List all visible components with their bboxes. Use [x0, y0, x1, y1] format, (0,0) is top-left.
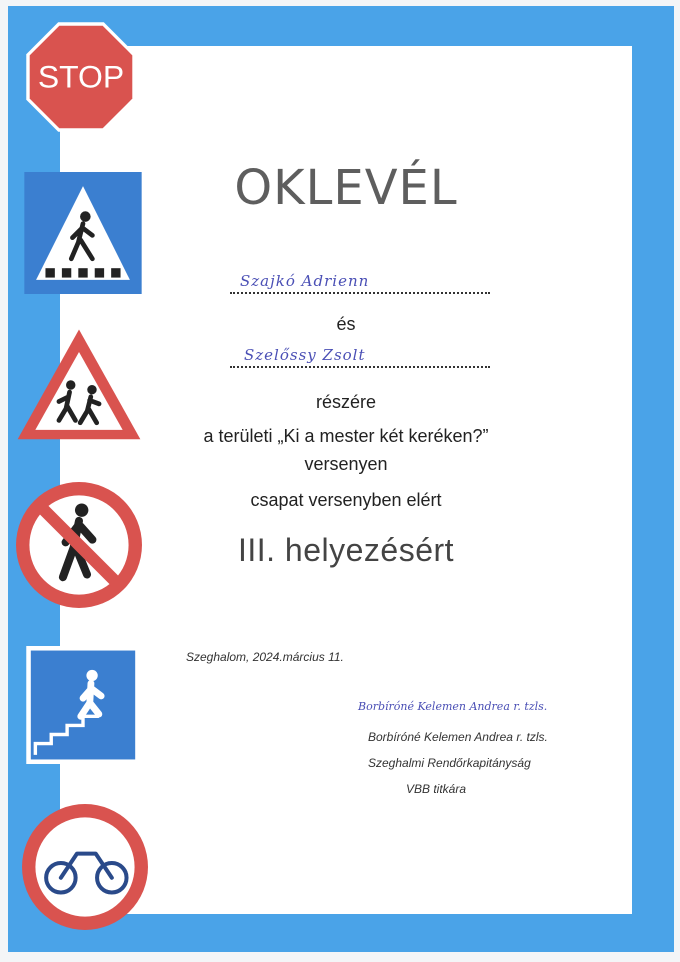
pedestrian-underpass-icon [26, 646, 140, 764]
signature: Borbíróné Kelemen Andrea r. tzls. [358, 700, 548, 713]
competition-text: a területi „Ki a mester két keréken?” [203, 426, 489, 446]
recipient-name-1: Szajkó Adrienn [240, 272, 370, 290]
dotted-line-2 [230, 366, 490, 368]
signer-name: Borbíróné Kelemen Andrea r. tzls. [368, 730, 548, 744]
diploma-title: OKLEVÉL [234, 160, 458, 216]
stop-sign-icon [24, 20, 138, 134]
team-text: csapat versenyben elért [250, 490, 442, 510]
bicycle-path-icon [18, 800, 152, 934]
stop-sign-text: STOP [37, 58, 125, 95]
for-text: részére [315, 392, 377, 412]
signer-org: Szeghalmi Rendőrkapitányság [368, 756, 531, 770]
conjunction-text: és [336, 314, 356, 334]
placement-text: III. helyezésért [237, 532, 455, 568]
dotted-line-1 [230, 292, 490, 294]
signer-role: VBB titkára [406, 782, 467, 796]
place-date: Szeghalom, 2024.március 11. [186, 650, 344, 664]
recipient-name-2: Szelőssy Zsolt [244, 346, 366, 364]
contest-text: versenyen [304, 454, 388, 474]
